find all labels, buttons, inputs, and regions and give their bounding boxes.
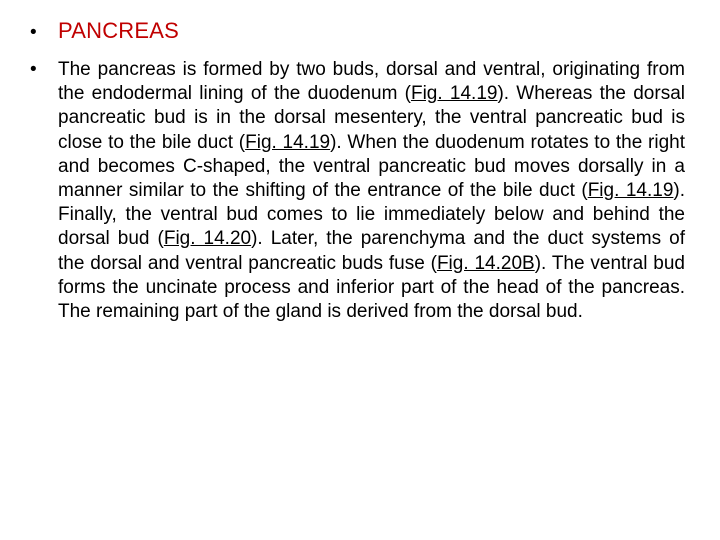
body-row <box>30 58 685 324</box>
title-row <box>30 18 179 44</box>
title-bullet: • <box>30 22 37 43</box>
body-paragraph <box>58 58 685 324</box>
figure-link-14-19[interactable]: Fig. 14.19 <box>587 180 674 202</box>
body-bullet: • <box>30 59 37 80</box>
figure-link-14-19[interactable]: Fig. 14.19 <box>410 83 498 105</box>
figure-link-14-20b[interactable]: Fig. 14.20B <box>436 252 535 274</box>
body-text: ). Whereas the dorsal pancreatic bud is in the dorsal mesentery, the ventral pancreatic bud is close to the bile duct ( <box>58 83 685 153</box>
body-text: ). Finally, the ventral bud comes to lie immediately below and behind the dorsal bud ( <box>58 180 686 250</box>
figure-link-14-20[interactable]: Fig. 14.20 <box>163 228 252 250</box>
body-text: ). Later, the parenchyma and the duct systems of the dorsal and ventral pancreatic buds fuse ( <box>58 228 685 274</box>
figure-link-14-19[interactable]: Fig. 14.19 <box>245 131 331 153</box>
body-text: ). The ventral bud forms the uncinate process and inferior part of the head of the pancreas. The remaining part of the gland is derived from the dorsal bud. <box>58 252 685 323</box>
body-text: ). When the duodenum rotates to the right and becomes C-shaped, the ventral pancreatic bud moves dorsally in a manner similar to the shifting of the entrance of the bile duct ( <box>58 131 686 202</box>
slide-title: PANCREAS <box>58 18 179 43</box>
body-text: The pancreas is formed by two buds, dorsal and ventral, originating from the endodermal lining of the duodenum ( <box>58 59 685 105</box>
